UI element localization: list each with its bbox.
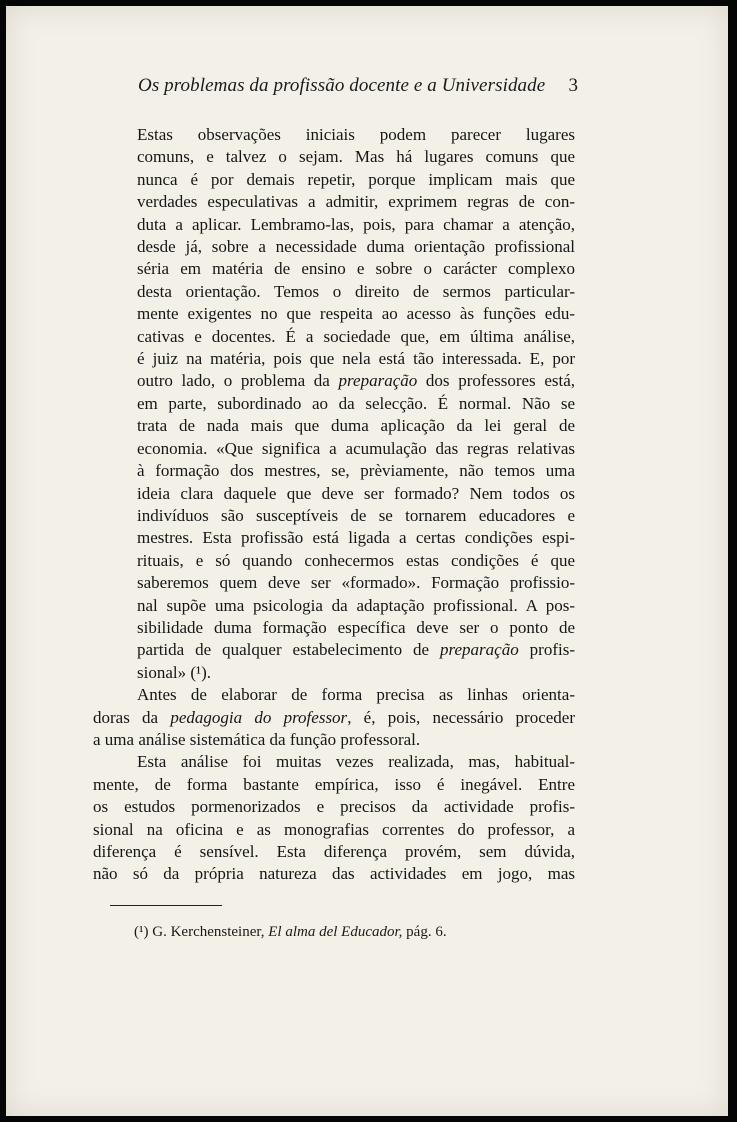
- emphasized-text: preparação: [440, 640, 519, 660]
- text-line: nal supõe uma psicologia da adaptação profissional. A pos-: [137, 595, 575, 615]
- text-line: nunca é por demais repetir, porque implicam mais que: [137, 169, 575, 189]
- text-line: Antes de elaborar de forma precisa as linhas orienta-: [137, 685, 575, 705]
- text-line: partida de qualquer estabelecimento de preparação profis-: [137, 640, 575, 660]
- text-line: verdades especulativas a admitir, exprimem regras de con-: [137, 192, 575, 212]
- text-line: Esta análise foi muitas vezes realizada, mas, habitual-: [137, 752, 575, 772]
- footnote-page: pág. 6.: [406, 924, 447, 940]
- page-number: 3: [568, 75, 578, 96]
- text-line: duta a aplicar. Lembramo-las, pois, para chamar a atenção,: [137, 214, 575, 234]
- text-line: mente, de forma bastante empírica, isso é inegável. Entre: [93, 774, 575, 794]
- text-line: desta orientação. Temos o direito de sermos particular-: [137, 281, 575, 301]
- text-line: não só da própria natureza das actividades em jogo, mas: [93, 864, 575, 884]
- text-line: economia. «Que significa a acumulação das regras relativas: [137, 438, 575, 458]
- text-line: outro lado, o problema da preparação dos professores está,: [137, 371, 575, 391]
- footnote: [134, 924, 554, 941]
- footnote-marker: (¹): [134, 924, 149, 940]
- text-line: cativas e docentes. É a sociedade que, em última análise,: [137, 326, 575, 346]
- text-line: Estas observações iniciais podem parecer lugares: [137, 125, 575, 144]
- text-line: à formação dos mestres, se, prèviamente, não temos uma: [137, 461, 575, 481]
- paragraph-3: [93, 751, 575, 885]
- text-line: trata de nada mais que duma aplicação da lei geral de: [137, 416, 575, 436]
- text-line: sional na oficina e as monografias correntes do professor, a: [93, 819, 575, 839]
- running-title: Os problemas da profissão docente e a Universidade: [138, 75, 546, 96]
- text-line: sional» (¹).: [137, 662, 212, 682]
- text-line: os estudos pormenorizados e precisos da actividade profis-: [93, 797, 575, 817]
- text-line: em parte, subordinado ao da selecção. É normal. Não se: [137, 393, 575, 413]
- text-line: é juiz na matéria, pois que nela está tão interessada. E, por: [137, 349, 575, 369]
- text-line: comuns, e talvez o sejam. Mas há lugares comuns que: [137, 147, 575, 167]
- footnote-book-title: El alma del Educador,: [268, 924, 403, 940]
- text-line: mestres. Esta profissão está ligada a certas condições espi-: [137, 528, 575, 548]
- emphasized-text: preparação: [338, 371, 418, 391]
- page-header: [138, 75, 578, 101]
- text-line: sibilidade duma formação específica deve ser o ponto de: [137, 617, 575, 637]
- text-line: diferença é sensível. Esta diferença provém, sem dúvida,: [93, 842, 575, 861]
- body-text: [93, 124, 575, 886]
- book-page: [6, 6, 728, 1116]
- text-line: desde já, sobre a necessidade duma orientação profissional: [137, 237, 575, 257]
- footnote-divider: [110, 905, 222, 906]
- paragraph-2: [93, 684, 575, 751]
- emphasized-text: pedagogia do professor: [170, 707, 348, 727]
- paragraph-1: [93, 124, 575, 684]
- text-line: saberemos quem deve ser «formado». Formação profissio-: [137, 573, 575, 593]
- footnote-author: G. Kerchensteiner,: [152, 924, 265, 940]
- text-line: ideia clara daquele que deve ser formado? Nem todos os: [137, 483, 575, 503]
- text-line: doras da pedagogia do professor, é, pois, necessário proceder: [93, 707, 576, 727]
- text-line: indivíduos são susceptíveis de se tornarem educadores e: [137, 505, 575, 525]
- text-line: mente exigentes no que respeita ao acesso às funções edu-: [137, 304, 575, 324]
- text-line: a uma análise sistemática da função professoral.: [93, 729, 421, 749]
- text-line: séria em matéria de ensino e sobre o carácter complexo: [137, 259, 575, 279]
- text-line: rituais, e só quando conhecermos estas condições é que: [137, 550, 575, 570]
